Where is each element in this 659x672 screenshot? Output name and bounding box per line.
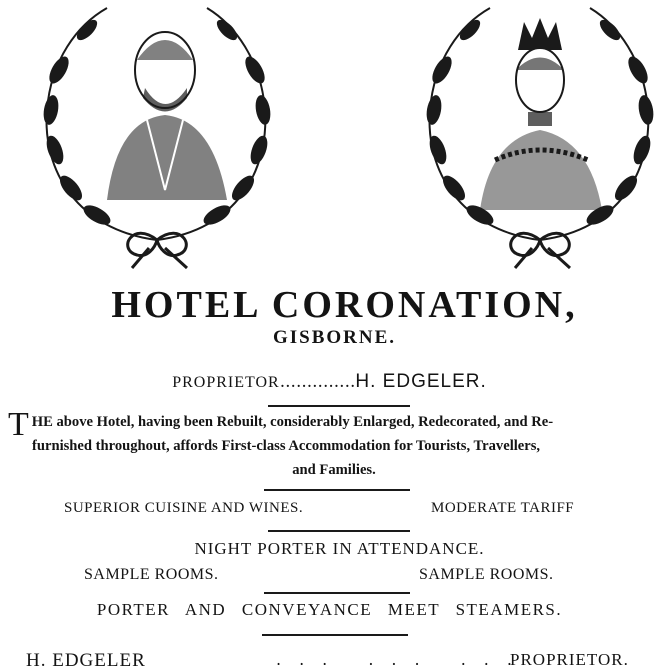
feature-tariff: MODERATE TARIFF — [431, 500, 575, 516]
footer-title: PROPRIETOR. — [510, 650, 629, 669]
feature-night-porter: NIGHT PORTER IN ATTENDANCE. — [194, 539, 485, 558]
footer-dots: ... ... ... — [276, 650, 530, 669]
crown-icon — [518, 18, 562, 50]
divider — [264, 592, 410, 594]
drop-cap: T — [8, 406, 29, 443]
proprietor-leader: .............. — [279, 372, 356, 392]
divider — [262, 634, 408, 636]
divider — [268, 530, 410, 532]
king-portrait-illustration — [37, 0, 277, 272]
divider — [264, 489, 410, 491]
footer-name: H. EDGELER — [26, 650, 146, 671]
feature-cuisine: SUPERIOR CUISINE AND WINES. — [64, 500, 304, 516]
feature-porter-conveyance: PORTER AND CONVEYANCE MEET STEAMERS. — [96, 600, 563, 619]
hotel-title: HOTEL CORONATION, — [111, 284, 578, 326]
queen-portrait-illustration — [420, 0, 659, 272]
feature-sample-rooms: SAMPLE ROOMS. — [84, 566, 219, 583]
description-paragraph — [8, 406, 659, 482]
description-line: HE above Hotel, having been Rebuilt, considerably Enlarged, Redecorated, and Re- — [31, 414, 554, 430]
divider — [268, 405, 410, 407]
proprietor-label: PROPRIETOR — [172, 374, 280, 391]
description-line: and Families. — [292, 462, 376, 478]
feature-sample-rooms: SAMPLE ROOMS. — [419, 566, 554, 583]
hotel-location: GISBORNE. — [272, 327, 397, 348]
description-line: furnished throughout, affords First-class Accommodation for Tourists, Travellers, — [32, 438, 541, 454]
proprietor-line — [0, 371, 659, 393]
proprietor-name: H. EDGELER. — [355, 371, 487, 392]
